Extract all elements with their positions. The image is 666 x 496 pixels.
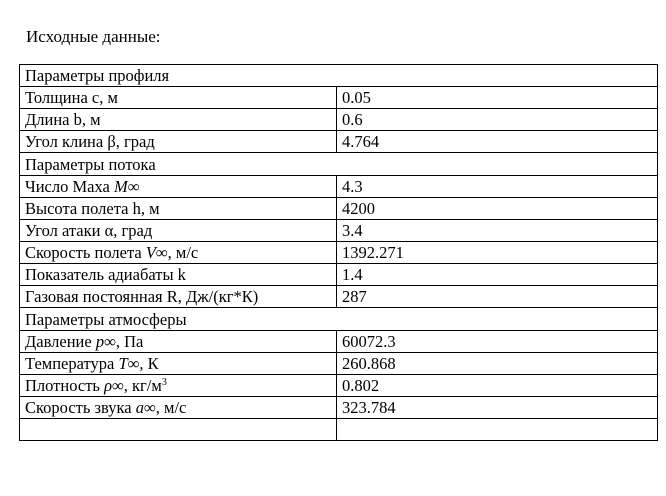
- table-row: [20, 87, 658, 109]
- table-row: [20, 176, 658, 198]
- param-label: Угол атаки α, град: [20, 220, 337, 242]
- param-value: 4.764: [337, 131, 658, 153]
- table-row: [20, 331, 658, 353]
- math-symbol: ρ∞: [104, 376, 124, 395]
- empty-cell: [337, 419, 658, 441]
- param-label: Показатель адиабаты k: [20, 264, 337, 286]
- param-value: 0.802: [337, 375, 658, 397]
- param-label: [20, 176, 337, 198]
- param-value: 60072.3: [337, 331, 658, 353]
- param-label: Длина b, м: [20, 109, 337, 131]
- label-unit: , кг/м: [123, 376, 162, 395]
- label-text: Скорость полета: [25, 243, 146, 262]
- document-heading: Исходные данные:: [26, 27, 161, 46]
- param-label: Угол клина β, град: [20, 131, 337, 153]
- param-value: 3.4: [337, 220, 658, 242]
- table-row: [20, 375, 658, 397]
- table-row: [20, 242, 658, 264]
- label-unit: , м/с: [167, 243, 199, 262]
- empty-cell: [20, 419, 337, 441]
- param-label: [20, 242, 337, 264]
- table-row: [20, 286, 658, 308]
- section-title-flow: Параметры потока: [20, 153, 658, 176]
- param-value: 323.784: [337, 397, 658, 419]
- label-text: Число Маха: [25, 177, 114, 196]
- param-value: 260.868: [337, 353, 658, 375]
- param-label: [20, 397, 337, 419]
- math-symbol: T∞: [118, 354, 140, 373]
- param-value: 4.3: [337, 176, 658, 198]
- param-value: 0.05: [337, 87, 658, 109]
- param-label: [20, 353, 337, 375]
- table-row: [20, 353, 658, 375]
- label-unit: , К: [139, 354, 159, 373]
- section-title-profile: Параметры профиля: [20, 65, 658, 87]
- param-label: [20, 375, 337, 397]
- label-unit: , м/с: [155, 398, 187, 417]
- param-label: Толщина c, м: [20, 87, 337, 109]
- math-symbol: a∞: [135, 398, 156, 417]
- label-unit: , Па: [115, 332, 144, 351]
- param-value: 1.4: [337, 264, 658, 286]
- table-row: [20, 220, 658, 242]
- table-row: [20, 198, 658, 220]
- param-value: 1392.271: [337, 242, 658, 264]
- param-value: 0.6: [337, 109, 658, 131]
- table-row: [20, 131, 658, 153]
- param-value: 4200: [337, 198, 658, 220]
- label-text: Температура: [25, 354, 119, 373]
- table-row: [20, 264, 658, 286]
- empty-row: [20, 419, 658, 441]
- section-title-atmosphere: Параметры атмосферы: [20, 308, 658, 331]
- param-label: [20, 331, 337, 353]
- math-symbol: V∞: [145, 243, 168, 262]
- label-text: Скорость звука: [25, 398, 136, 417]
- math-symbol: p∞: [95, 332, 116, 351]
- table-row: [20, 109, 658, 131]
- unit-superscript: 3: [161, 377, 167, 388]
- section-header-row: [20, 65, 658, 87]
- section-header-row: [20, 308, 658, 331]
- param-value: 287: [337, 286, 658, 308]
- label-text: Плотность: [25, 376, 105, 395]
- table-row: [20, 397, 658, 419]
- section-header-row: [20, 153, 658, 176]
- parameters-table: [19, 64, 658, 441]
- math-symbol: M∞: [113, 177, 140, 196]
- param-label: Высота полета h, м: [20, 198, 337, 220]
- param-label: Газовая постоянная R, Дж/(кг*К): [20, 286, 337, 308]
- label-text: Давление: [25, 332, 96, 351]
